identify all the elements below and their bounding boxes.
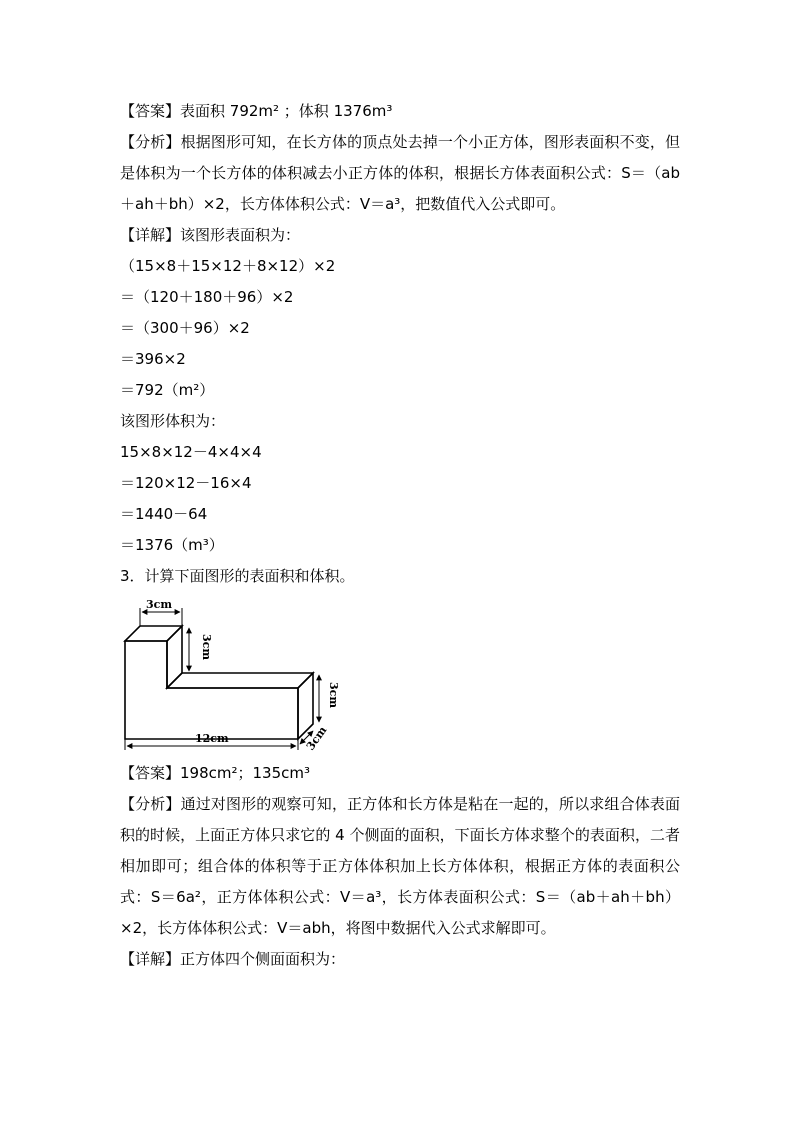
label-top-width: 3cm: [146, 598, 172, 611]
volume-step: 15×8×12－4×4×4: [120, 443, 262, 461]
volume-intro: 该图形体积为：: [120, 412, 226, 430]
area-step: ＝792（m²）: [120, 381, 215, 399]
label-cube-height: 3cm: [200, 634, 213, 660]
answer-tag: 【答案】: [120, 764, 181, 782]
volume-step: ＝1376（m³）: [120, 536, 224, 554]
area-step: （15×8＋15×12＋8×12）×2: [120, 257, 336, 275]
analysis-tag: 【分析】: [120, 133, 181, 151]
q2-analysis: [120, 127, 680, 220]
answer-text: 198cm²；135cm³: [180, 764, 311, 782]
detail-tag: 【详解】: [120, 226, 181, 244]
area-step: ＝（120＋180＋96）×2: [120, 288, 294, 306]
volume-step: ＝1440－64: [120, 505, 208, 523]
analysis-text: 通过对图形的观察可知，正方体和长方体是粘在一起的，所以求组合体表面积的时候，上面正方体只求它的 4 个侧面的面积，下面长方体求整个的表面积，二者相加即可；组合体的体积等于正方体体积加上长方体体积，根据正方体的表面积公式：S＝6a²，正方体体积公式：V＝a³，长方体表面积公式：S＝（ab＋ah＋bh）×2，长方体体积公式：V＝abh，将图中数据代入公式求解即可。: [120, 795, 680, 937]
composite-solid-figure: [120, 596, 350, 756]
q3-answer: [120, 758, 680, 789]
answer-tag: 【答案】: [120, 102, 181, 120]
label-depth: 3cm: [303, 723, 330, 753]
detail-intro: 该图形表面积为：: [180, 226, 301, 244]
label-length: 12cm: [195, 732, 229, 745]
detail-tag: 【详解】: [120, 950, 181, 968]
document-page: [120, 96, 680, 975]
q3-question: 3．计算下面图形的表面积和体积。: [120, 567, 355, 585]
detail-text: 正方体四个侧面面积为：: [180, 950, 346, 968]
solid-outline: [125, 626, 313, 739]
q2-answer: [120, 96, 680, 127]
volume-step: ＝120×12－16×4: [120, 474, 252, 492]
label-right-height: 3cm: [327, 682, 340, 708]
analysis-tag: 【分析】: [120, 795, 181, 813]
q2-detail: [120, 220, 680, 251]
area-step: ＝（300＋96）×2: [120, 319, 250, 337]
composite-solid-diagram: [120, 596, 350, 756]
analysis-text: 根据图形可知，在长方体的顶点处去掉一个小正方体，图形表面积不变，但是体积为一个长方体的体积减去小正方体的体积，根据长方体表面积公式：S＝（ab＋ah＋bh）×2，长方体体积公式：V＝a³，把数值代入公式即可。: [120, 133, 680, 213]
area-step: ＝396×2: [120, 350, 186, 368]
q3-detail: [120, 944, 680, 975]
q3-analysis: [120, 789, 680, 944]
answer-text: 表面积 792m² ；体积 1376m³: [180, 102, 393, 120]
